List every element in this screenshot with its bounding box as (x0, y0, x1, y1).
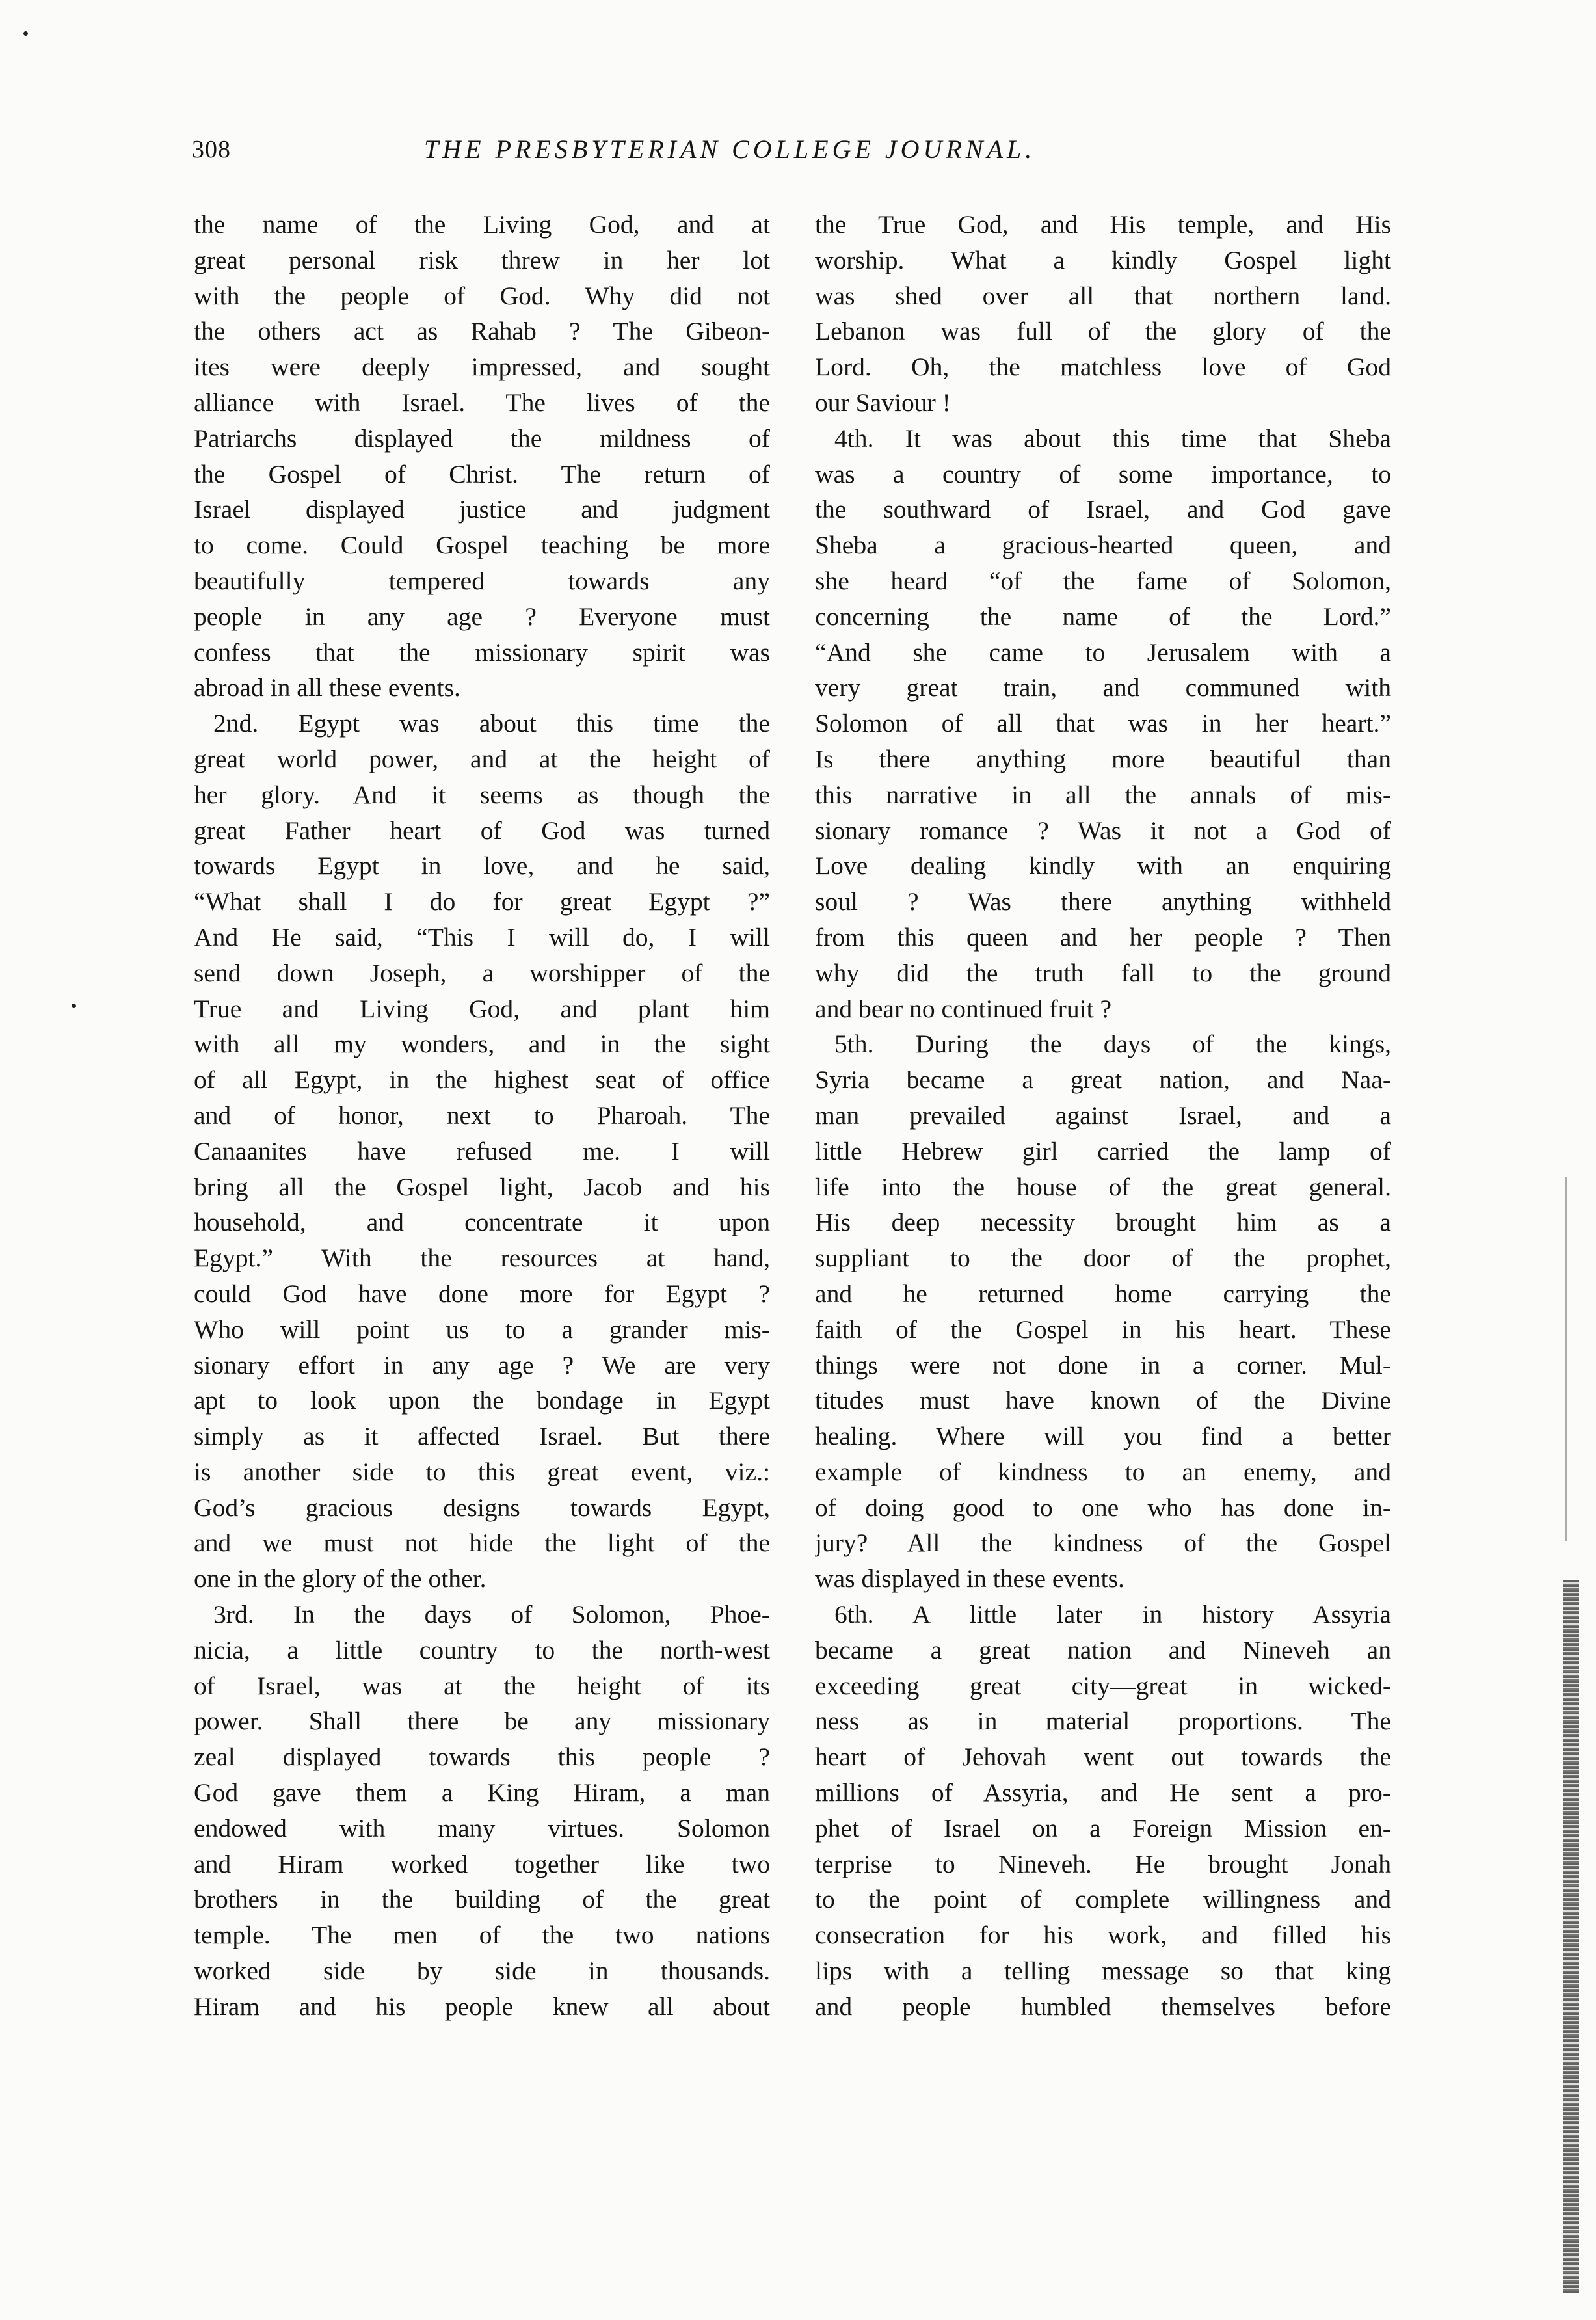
text-line: Sheba a gracious-hearted queen, and (815, 531, 1391, 560)
text-line: healing. Where will you find a better (815, 1422, 1391, 1451)
text-line: of all Egypt, in the highest seat of office (194, 1065, 770, 1095)
ink-speck (72, 1004, 76, 1008)
text-line: of Israel, was at the height of its (194, 1671, 770, 1700)
text-line: and of honor, next to Pharoah. The (194, 1100, 770, 1130)
text-line: Who will point us to a grander mis- (194, 1314, 770, 1344)
text-line: True and Living God, and plant him (194, 994, 770, 1023)
text-line: one in the glory of the other. (194, 1564, 486, 1593)
text-line: nicia, a little country to the north-west (194, 1635, 770, 1664)
text-line: 6th. A little later in history Assyria (834, 1600, 1391, 1629)
text-line: alliance with Israel. The lives of the (194, 388, 770, 417)
text-line: titudes must have known of the Divine (815, 1386, 1391, 1415)
text-line: life into the house of the great general. (815, 1172, 1391, 1201)
text-line: is another side to this great event, viz.: (194, 1457, 770, 1486)
text-line: confess that the missionary spirit was (194, 637, 770, 667)
text-line: household, and concentrate it upon (194, 1208, 770, 1237)
text-line: the others act as Rahab ? The Gibeon- (194, 317, 770, 346)
text-line: terprise to Nineveh. He brought Jonah (815, 1849, 1391, 1878)
text-line: Love dealing kindly with an enquiring (815, 851, 1391, 881)
text-line: became a great nation and Nineveh an (815, 1635, 1391, 1664)
text-line: great Father heart of God was turned (194, 816, 770, 845)
binding-edge (1565, 1177, 1567, 1541)
text-line: to come. Could Gospel teaching be more (194, 531, 770, 560)
text-line: ness as in material proportions. The (815, 1707, 1391, 1736)
text-line: bring all the Gospel light, Jacob and his (194, 1172, 770, 1201)
text-line: with all my wonders, and in the sight (194, 1030, 770, 1059)
ink-speck (23, 31, 28, 36)
text-line: 3rd. In the days of Solomon, Phoe- (213, 1600, 770, 1629)
text-line: soul ? Was there anything withheld (815, 887, 1391, 916)
text-line: Egypt.” With the resources at hand, (194, 1244, 770, 1273)
text-line: And He said, “This I will do, I will (194, 922, 770, 952)
text-line: send down Joseph, a worshipper of the (194, 958, 770, 987)
text-line: her glory. And it seems as though the (194, 780, 770, 809)
text-line: was shed over all that northern land. (815, 281, 1391, 310)
text-line: temple. The men of the two nations (194, 1921, 770, 1950)
text-line: zeal displayed towards this people ? (194, 1742, 770, 1772)
text-line: Hiram and his people knew all about (194, 1992, 770, 2021)
text-line: suppliant to the door of the prophet, (815, 1244, 1391, 1273)
text-line: with the people of God. Why did not (194, 281, 770, 310)
text-line: from this queen and her people ? Then (815, 922, 1391, 952)
text-line: could God have done more for Egypt ? (194, 1279, 770, 1308)
text-line: this narrative in all the annals of mis- (815, 780, 1391, 809)
text-line: faith of the Gospel in his heart. These (815, 1314, 1391, 1344)
text-line: Solomon of all that was in her heart.” (815, 709, 1391, 738)
text-line: Syria became a great nation, and Naa- (815, 1065, 1391, 1095)
text-line: millions of Assyria, and He sent a pro- (815, 1778, 1391, 1807)
text-line: His deep necessity brought him as a (815, 1208, 1391, 1237)
text-line: God’s gracious designs towards Egypt, (194, 1493, 770, 1522)
text-line: man prevailed against Israel, and a (815, 1100, 1391, 1130)
text-line: Lord. Oh, the matchless love of God (815, 353, 1391, 382)
text-line: and people humbled themselves before (815, 1992, 1391, 2021)
text-line: phet of Israel on a Foreign Mission en- (815, 1813, 1391, 1843)
text-line: very great train, and communed with (815, 673, 1391, 702)
text-line: power. Shall there be any missionary (194, 1707, 770, 1736)
text-line: 4th. It was about this time that Sheba (834, 423, 1391, 453)
text-line: heart of Jehovah went out towards the (815, 1742, 1391, 1772)
text-line: “And she came to Jerusalem with a (815, 637, 1391, 667)
text-line: worship. What a kindly Gospel light (815, 245, 1391, 274)
text-line: things were not done in a corner. Mul- (815, 1350, 1391, 1380)
text-line: she heard “of the fame of Solomon, (815, 566, 1391, 595)
text-line: God gave them a King Hiram, a man (194, 1778, 770, 1807)
text-line: endowed with many virtues. Solomon (194, 1813, 770, 1843)
text-line: Israel displayed justice and judgment (194, 495, 770, 524)
text-line: little Hebrew girl carried the lamp of (815, 1136, 1391, 1166)
text-line: Canaanites have refused me. I will (194, 1136, 770, 1166)
text-line: example of kindness to an enemy, and (815, 1457, 1391, 1486)
text-column-left (194, 207, 770, 2025)
text-line: Lebanon was full of the glory of the (815, 317, 1391, 346)
text-line: lips with a telling message so that king (815, 1956, 1391, 1986)
text-line: great world power, and at the height of (194, 744, 770, 773)
text-line: of doing good to one who has done in- (815, 1493, 1391, 1522)
text-line: why did the truth fall to the ground (815, 958, 1391, 987)
text-line: sionary effort in any age ? We are very (194, 1350, 770, 1380)
text-line: jury? All the kindness of the Gospel (815, 1528, 1391, 1558)
text-line: 5th. During the days of the kings, (834, 1030, 1391, 1059)
text-line: was a country of some importance, to (815, 459, 1391, 488)
text-line: worked side by side in thousands. (194, 1956, 770, 1986)
text-line: to the point of complete willingness and (815, 1885, 1391, 1914)
text-line: and Hiram worked together like two (194, 1849, 770, 1878)
text-line: simply as it affected Israel. But there (194, 1422, 770, 1451)
text-line: Is there anything more beautiful than (815, 744, 1391, 773)
text-line: concerning the name of the Lord.” (815, 602, 1391, 631)
text-line: apt to look upon the bondage in Egypt (194, 1386, 770, 1415)
text-line: people in any age ? Everyone must (194, 602, 770, 631)
text-line: the southward of Israel, and God gave (815, 495, 1391, 524)
text-line: ites were deeply impressed, and sought (194, 353, 770, 382)
text-line: the True God, and His temple, and His (815, 210, 1391, 239)
text-line: “What shall I do for great Egypt ?” (194, 887, 770, 916)
binding-edge-shadow (1563, 1580, 1579, 2293)
text-line: beautifully tempered towards any (194, 566, 770, 595)
text-line: great personal risk threw in her lot (194, 245, 770, 274)
text-line: our Saviour ! (815, 388, 951, 417)
running-title: THE PRESBYTERIAN COLLEGE JOURNAL. (424, 135, 1036, 164)
text-line: and bear no continued fruit ? (815, 994, 1112, 1023)
text-line: and we must not hide the light of the (194, 1528, 770, 1558)
text-line: exceeding great city—great in wicked- (815, 1671, 1391, 1700)
text-line: 2nd. Egypt was about this time the (213, 709, 770, 738)
text-line: sionary romance ? Was it not a God of (815, 816, 1391, 845)
text-line: the Gospel of Christ. The return of (194, 459, 770, 488)
text-line: brothers in the building of the great (194, 1885, 770, 1914)
text-line: Patriarchs displayed the mildness of (194, 423, 770, 453)
text-line: consecration for his work, and filled his (815, 1921, 1391, 1950)
text-column-right (815, 207, 1391, 2025)
text-line: was displayed in these events. (815, 1564, 1124, 1593)
text-line: towards Egypt in love, and he said, (194, 851, 770, 881)
page-number: 308 (192, 136, 231, 163)
text-line: the name of the Living God, and at (194, 210, 770, 239)
text-line: and he returned home carrying the (815, 1279, 1391, 1308)
text-line: abroad in all these events. (194, 673, 460, 702)
